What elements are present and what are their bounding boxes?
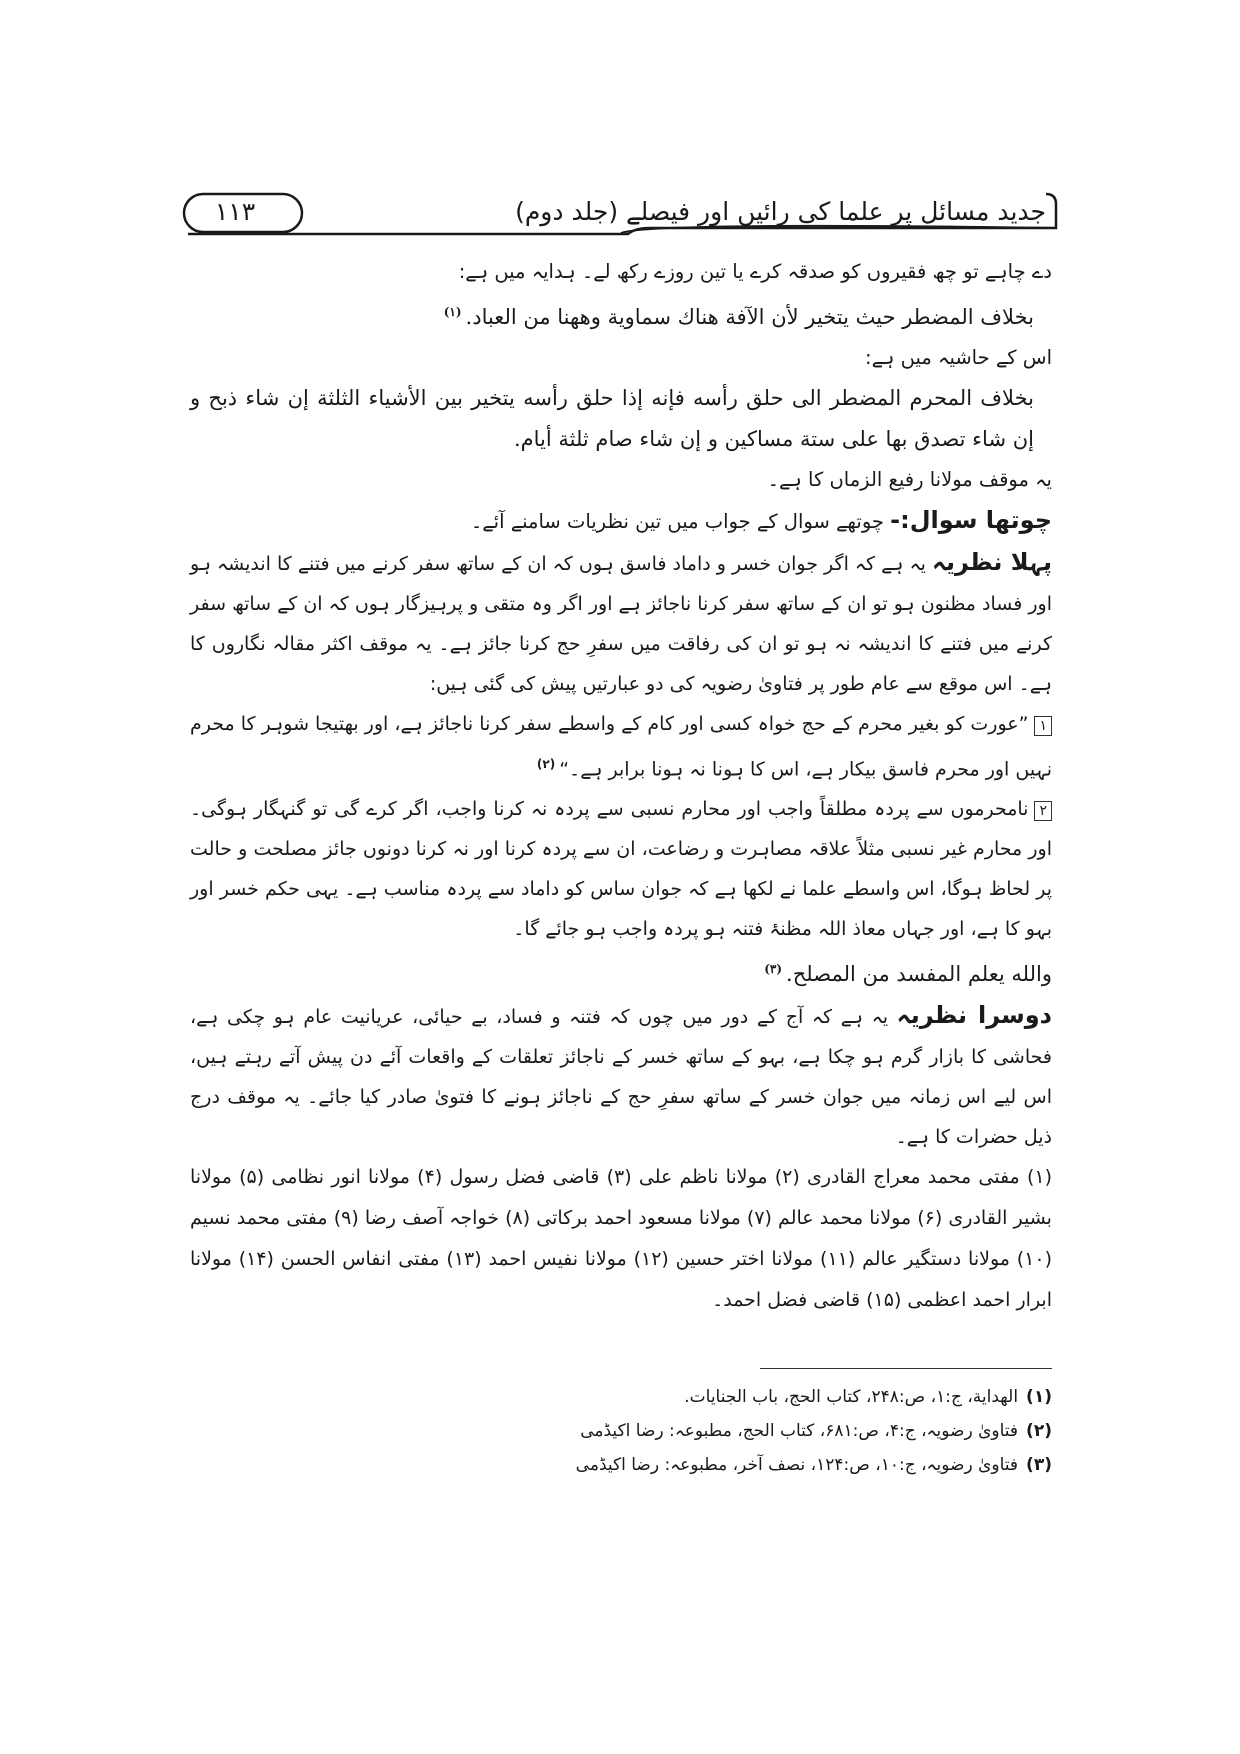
page-number: ۱۱۳ <box>214 197 256 226</box>
arabic-quote: بخلاف المحرم المضطر الى حلق رأسه فإنه إذا حلق رأسه يتخير بين الأشياء الثلثة إن شاء ذبح و إن شاء تصدق بها على ستة مساكين و إن شاء صام ثلثة أيام. <box>190 386 1034 451</box>
view-paragraph <box>190 995 1052 1157</box>
paragraph: اس کے حاشیہ میں ہے: <box>865 346 1052 369</box>
footnote <box>380 1414 1052 1448</box>
footnote-text: فتاویٰ رضویہ، ج:۴، ص:۶۸۱، كتاب الحج، مطبوعہ: رضا اکیڈمی <box>580 1421 1019 1441</box>
footnote-text: فتاویٰ رضویہ، ج:۱۰، ص:۱۲۴، نصف آخر، مطبوعہ: رضا اکیڈمی <box>575 1455 1019 1475</box>
arabic-text: بخلاف المضطر حيث يتخير لأن الآفة هناك سماوية وههنا من العباد. <box>465 305 1034 329</box>
quote-number-box: ۱ <box>1034 716 1052 736</box>
footnote-mark: (۳) <box>1026 1455 1052 1475</box>
footnote <box>380 1448 1052 1482</box>
quote-paragraph <box>190 789 1052 949</box>
scholar-list <box>190 1157 1052 1321</box>
running-header <box>180 188 1060 238</box>
footnotes <box>380 1380 1052 1482</box>
question-label: چوتھا سوال:- <box>890 506 1052 534</box>
view-paragraph <box>190 542 1052 704</box>
footnote-mark: (۱) <box>1026 1387 1052 1407</box>
footnote-ref: (۳) <box>764 962 783 977</box>
footnote-divider <box>760 1368 1052 1369</box>
quote-text: ”عورت کو بغیر محرم کے حج خواہ کسی اور کام کے واسطے سفر کرنا ناجائز ہے، اور بھتیجا شوہر کا محرم نہیں اور محرم فاسق بیکار ہے، اس کا ہونا نہ ہونا برابر ہے۔“ <box>190 713 1052 781</box>
footnote-ref: (۲) <box>536 757 556 771</box>
quote-paragraph <box>190 704 1052 789</box>
arabic-quote <box>190 292 1052 338</box>
view-label: دوسرا نظریہ <box>896 1001 1052 1030</box>
quote-text: نامحرموں سے پردہ مطلقاً واجب اور محارم نسبی سے پردہ نہ کرنا واجب، اگر کرے گی تو گنہگار ہوگی۔ اور محارم غیر نسبی مثلاً علاقہ مصاہرت و رضاعت، ان سے پردہ کرنا اور نہ کرنا دونوں جائز مصلحت و حالت پر لحاظ ہوگا، اس واسطے علما نے لکھا ہے کہ جوان ساس کو داماد سے پردہ مناسب ہے۔ یہی حکم خسر اور بہو کا ہے، اور جہاں معاذ اللہ مظنۂ فتنہ ہو پردہ واجب ہو جائے گا۔ <box>190 798 1052 941</box>
question-heading <box>190 500 1052 542</box>
question-text: چوتھے سوال کے جواب میں تین نظریات سامنے آئے۔ <box>470 510 884 533</box>
quote-number-box: ۲ <box>1034 801 1052 821</box>
paragraph: یہ موقف مولانا رفیع الزماں کا ہے۔ <box>767 468 1052 491</box>
view-text: یہ ہے کہ آج کے دور میں چوں کہ فتنہ و فساد، بے حیائی، عریانیت عام ہو چکی ہے، فحاشی کا بازار گرم ہو چکا ہے، بہو کے ساتھ خسر کے ناجائز تعلقات کے واقعات آئے دن پیش آتے رہتے ہیں، اس لیے اس زمانہ میں جوان خسر کے ساتھ سفرِ حج کے ناجائز ہونے کا فتویٰ صادر کیا جائے۔ یہ موقف درج ذیل حضرات کا ہے۔ <box>190 1006 1052 1149</box>
paragraph: دے چاہے تو چھ فقیروں کو صدقہ کرے یا تین روزے رکھ لے۔ ہدایہ میں ہے: <box>458 260 1052 283</box>
footnote-text: الهداية، ج:۱، ص:۲۴۸، كتاب الحج، باب الجنايات. <box>684 1387 1019 1407</box>
scholar-names: (۱) مفتی محمد معراج القادری (۲) مولانا ناظم علی (۳) قاضی فضل رسول (۴) مولانا انور نظامی (۵) مولانا بشیر القادری (۶) مولانا محمد عالم (۷) مولانا مسعود احمد برکاتی (۸) خواجہ آصف رضا (۹) مفتی محمد نسیم (۱۰) مولانا دستگیر عالم (۱۱) مولانا اختر حسین (۱۲) مولانا نفیس احمد (۱۳) مفتی انفاس الحسن (۱۴) مولانا ابرار احمد اعظمی (۱۵) قاضی فضل احمد۔ <box>190 1166 1053 1312</box>
arabic-text: والله يعلم المفسد من المصلح. <box>786 962 1052 987</box>
arabic-quote <box>190 949 1052 995</box>
view-text: یہ ہے کہ اگر جوان خسر و داماد فاسق ہوں کہ ان کے ساتھ سفر کرنے میں فتنے کا اندیشہ ہو اور فساد مظنون ہو تو ان کے ساتھ سفر کرنا ناجائز ہے اور اگر وہ متقی و پرہیزگار ہوں کہ ان کے ساتھ سفر کرنے میں فتنے کا اندیشہ نہ ہو تو ان کی رفاقت میں سفرِ حج کرنا جائز ہے۔ یہ موقف اکثر مقالہ نگاروں کا ہے۔ اس موقع سے عام طور پر فتاویٰ رضویہ کی دو عبارتیں پیش کی گئی ہیں: <box>190 553 1052 695</box>
footnote-ref: (۱) <box>443 305 462 319</box>
footnote <box>380 1380 1052 1414</box>
footnote-mark: (۲) <box>1026 1421 1052 1441</box>
view-label: پہلا نظریہ <box>931 548 1052 576</box>
main-text <box>190 252 1052 1321</box>
book-title: جدید مسائل پر علما کی رائیں اور فیصلے (جلد دوم) <box>515 197 1046 226</box>
